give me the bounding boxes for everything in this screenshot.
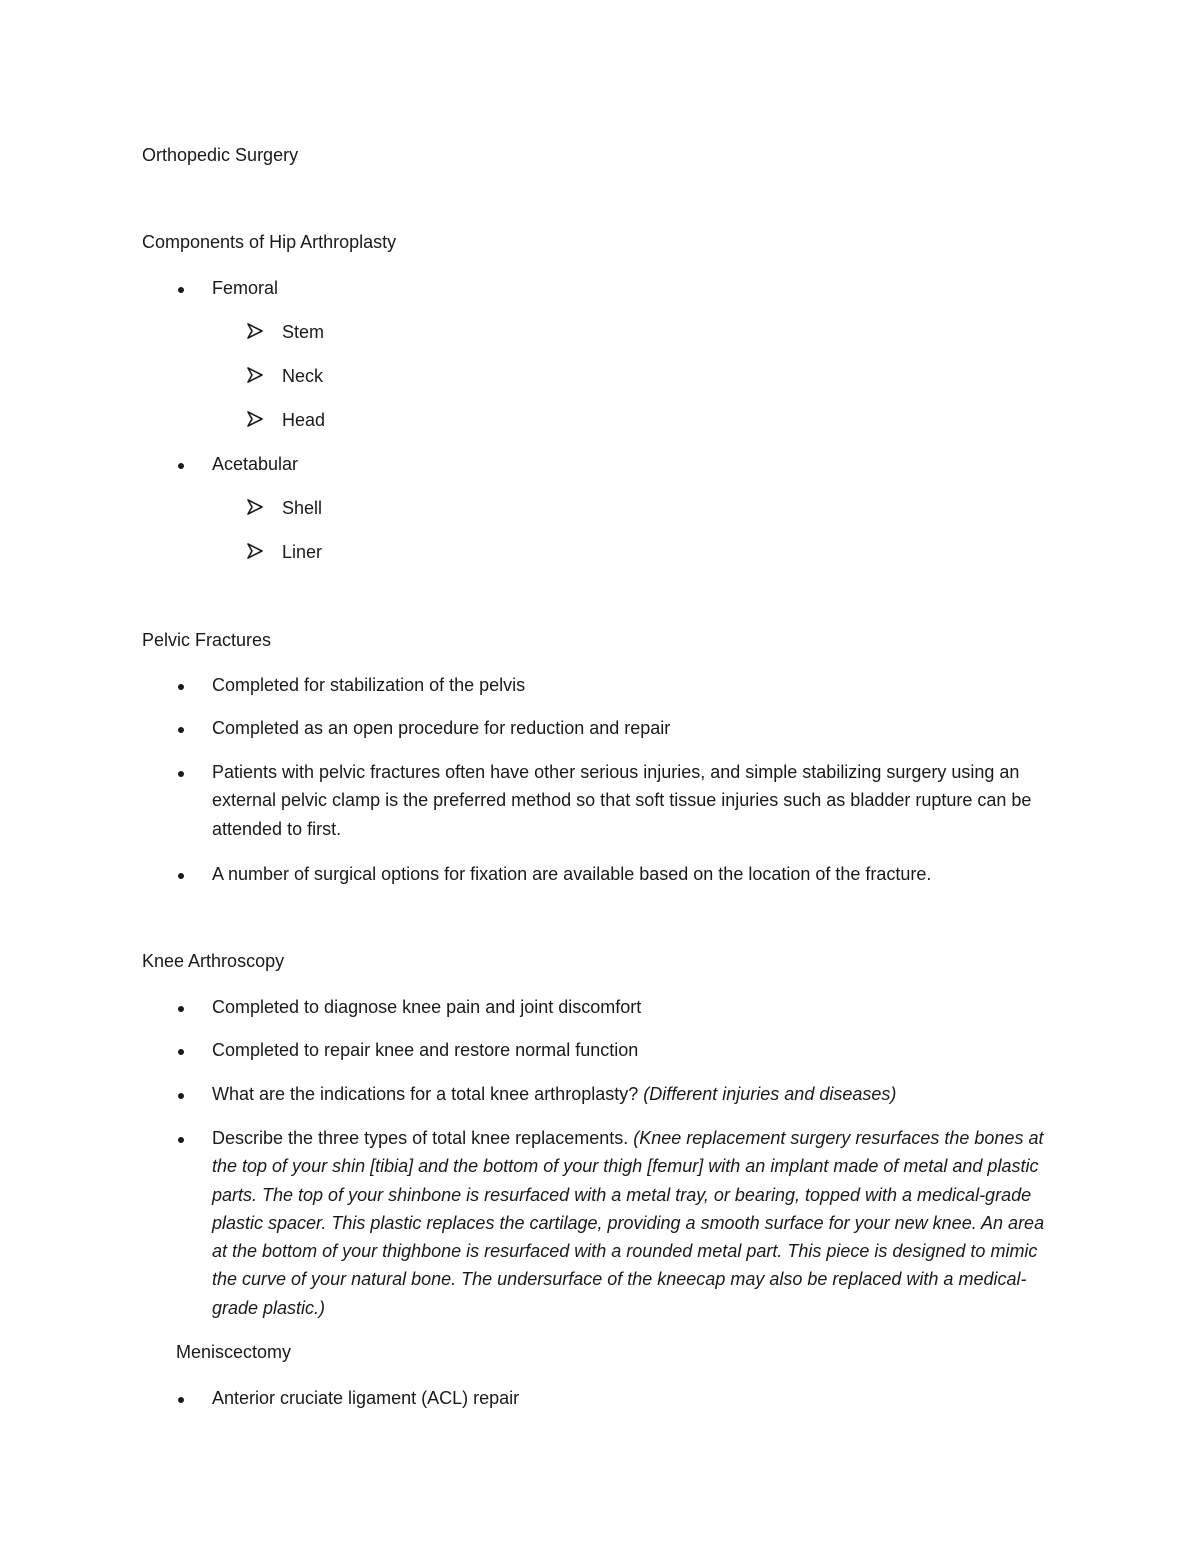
hip-femoral-label: Femoral xyxy=(212,278,279,298)
pelvic-item: A number of surgical options for fixation are available based on the location of the fracture. xyxy=(212,864,932,884)
bullet-dot-icon xyxy=(178,1006,184,1012)
pelvic-item: Completed as an open procedure for reduction and repair xyxy=(212,718,671,738)
arrow-bullet-icon xyxy=(246,322,264,340)
bullet-dot-icon xyxy=(178,1137,184,1143)
hip-acetabular-label: Acetabular xyxy=(212,454,299,474)
femoral-item-stem: Stem xyxy=(282,322,325,342)
arrow-bullet-icon xyxy=(246,410,264,428)
arrow-bullet-icon xyxy=(246,498,264,516)
acetabular-item-shell: Shell xyxy=(282,498,323,518)
femoral-item-head: Head xyxy=(282,410,326,430)
knee-indications-item xyxy=(212,1080,896,1108)
knee-types-item xyxy=(212,1124,1062,1322)
bullet-dot-icon xyxy=(178,771,184,777)
knee-item: Completed to repair knee and restore normal function xyxy=(212,1040,639,1060)
arrow-bullet-icon xyxy=(246,542,264,560)
knee-heading: Knee Arthroscopy xyxy=(142,951,285,971)
pelvic-item: Patients with pelvic fractures often have other serious injuries, and simple stabilizing surgery using an external pelvic clamp is the preferred method so that soft tissue injuries such as bladder rupture can be attended to first. xyxy=(212,762,1032,839)
bullet-dot-icon xyxy=(178,287,184,293)
document-title: Orthopedic Surgery xyxy=(142,145,299,165)
meniscectomy-item: Anterior cruciate ligament (ACL) repair xyxy=(212,1388,520,1408)
acetabular-item-liner: Liner xyxy=(282,542,323,562)
bullet-dot-icon xyxy=(178,1049,184,1055)
meniscectomy-heading: Meniscectomy xyxy=(176,1342,292,1362)
bullet-dot-icon xyxy=(178,463,184,469)
knee-indications-answer: (Different injuries and diseases) xyxy=(643,1084,897,1104)
knee-types-answer: (Knee replacement surgery resurfaces the bones at the top of your shin [tibia] and the bottom of your thigh [femur] with an implant made of metal and plastic parts. The top of your shinbone is resurfaced with a metal tray, or bearing, topped with a medical-grade plastic spacer. This plastic replaces the cartilage, providing a smooth surface for your new knee. An area at the bottom of your thighbone is resurfaced with a rounded metal part. This piece is designed to mimic the curve of your natural bone. The undersurface of the kneecap may also be replaced with a medical-grade plastic.) xyxy=(212,1128,1045,1318)
bullet-dot-icon xyxy=(178,1397,184,1403)
hip-heading: Components of Hip Arthroplasty xyxy=(142,232,397,252)
knee-item: Completed to diagnose knee pain and joint discomfort xyxy=(212,997,642,1017)
bullet-dot-icon xyxy=(178,1093,184,1099)
femoral-item-neck: Neck xyxy=(282,366,324,386)
bullet-dot-icon xyxy=(178,684,184,690)
pelvic-item: Completed for stabilization of the pelvis xyxy=(212,675,526,695)
knee-indications-question: What are the indications for a total knee arthroplasty? xyxy=(212,1084,639,1104)
arrow-bullet-icon xyxy=(246,366,264,384)
bullet-dot-icon xyxy=(178,727,184,733)
pelvic-heading: Pelvic Fractures xyxy=(142,630,272,650)
bullet-dot-icon xyxy=(178,873,184,879)
knee-types-question: Describe the three types of total knee replacements. xyxy=(212,1128,629,1148)
